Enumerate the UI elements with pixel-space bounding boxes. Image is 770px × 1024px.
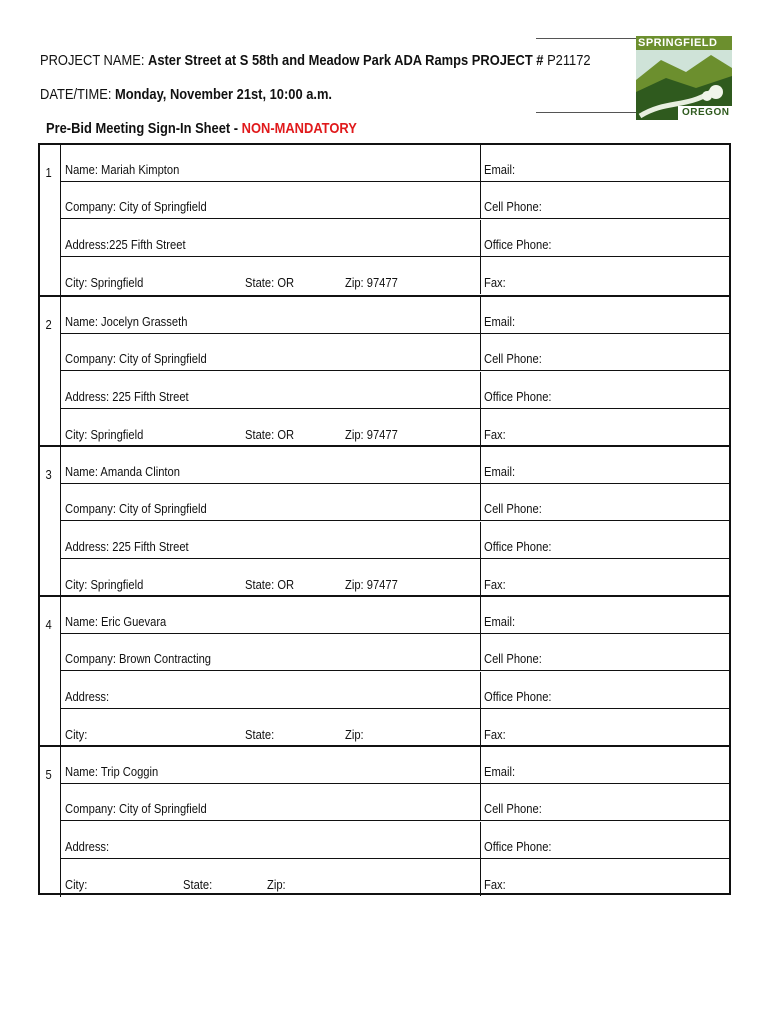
sign-in-entry xyxy=(40,745,729,897)
entry-number: 4 xyxy=(45,617,52,632)
entry-fax[interactable]: Fax: xyxy=(484,427,506,442)
entry-zip[interactable]: Zip: xyxy=(345,727,364,742)
entry-name-row xyxy=(61,747,729,784)
entry-office-phone[interactable]: Office Phone: xyxy=(484,237,552,252)
entry-office-phone[interactable]: Office Phone: xyxy=(484,539,552,554)
entry-address-row xyxy=(61,220,729,257)
entry-company-row xyxy=(61,484,729,521)
entry-address-row xyxy=(61,522,729,559)
logo-bottom-text: OREGON xyxy=(682,107,730,118)
entry-name[interactable]: Name: Eric Guevara xyxy=(65,614,167,629)
entry-state[interactable]: State: xyxy=(183,877,213,892)
entry-cell-phone[interactable]: Cell Phone: xyxy=(484,651,542,666)
entry-zip[interactable]: Zip: 97477 xyxy=(345,577,398,592)
entry-name-row xyxy=(61,297,729,334)
entry-number: 5 xyxy=(45,767,52,782)
entry-company[interactable]: Company: City of Springfield xyxy=(65,801,207,816)
entry-fax[interactable]: Fax: xyxy=(484,577,506,592)
entry-name-row xyxy=(61,597,729,634)
entry-email[interactable]: Email: xyxy=(484,162,516,177)
entry-state[interactable]: State: OR xyxy=(245,577,295,592)
entry-email[interactable]: Email: xyxy=(484,614,516,629)
entry-city-row xyxy=(61,559,729,596)
springfield-oregon-logo xyxy=(536,30,734,126)
datetime-line xyxy=(40,86,380,103)
entry-state[interactable]: State: OR xyxy=(245,427,295,442)
entry-city-row xyxy=(61,859,729,896)
entry-number: 1 xyxy=(45,165,52,180)
entry-city-row xyxy=(61,709,729,746)
logo-top-text: SPRINGFIELD xyxy=(638,37,718,49)
entry-company[interactable]: Company: Brown Contracting xyxy=(65,651,212,666)
entry-company-row xyxy=(61,182,729,219)
entry-address[interactable]: Address: 225 Fifth Street xyxy=(65,389,189,404)
project-label: PROJECT NAME: xyxy=(40,52,145,69)
entry-city-row xyxy=(61,257,729,294)
entry-cell-phone[interactable]: Cell Phone: xyxy=(484,351,542,366)
entry-company[interactable]: Company: City of Springfield xyxy=(65,351,207,366)
entry-address-row xyxy=(61,822,729,859)
entry-cell-phone[interactable]: Cell Phone: xyxy=(484,199,542,214)
entry-company[interactable]: Company: City of Springfield xyxy=(65,199,207,214)
entry-city[interactable]: City: Springfield xyxy=(65,275,144,290)
entry-address-row xyxy=(61,672,729,709)
entry-email[interactable]: Email: xyxy=(484,464,516,479)
entry-number: 3 xyxy=(45,467,52,482)
entry-address[interactable]: Address: xyxy=(65,689,110,704)
entry-number: 2 xyxy=(45,317,52,332)
non-mandatory-flag: NON-MANDATORY xyxy=(241,120,357,137)
entry-state[interactable]: State: OR xyxy=(245,275,295,290)
entry-name-row xyxy=(61,447,729,484)
project-number-label: PROJECT # xyxy=(471,52,544,69)
entry-zip[interactable]: Zip: xyxy=(267,877,286,892)
entry-name[interactable]: Name: Mariah Kimpton xyxy=(65,162,180,177)
entry-fax[interactable]: Fax: xyxy=(484,727,506,742)
entry-office-phone[interactable]: Office Phone: xyxy=(484,389,552,404)
project-number: P21172 xyxy=(547,52,591,69)
entry-city[interactable]: City: xyxy=(65,727,88,742)
entry-address[interactable]: Address: xyxy=(65,839,110,854)
entry-cell-phone[interactable]: Cell Phone: xyxy=(484,801,542,816)
datetime-value: Monday, November 21st, 10:00 a.m. xyxy=(115,86,333,103)
entry-company-row xyxy=(61,634,729,671)
entry-email[interactable]: Email: xyxy=(484,314,516,329)
sheet-title xyxy=(46,120,407,137)
entry-name[interactable]: Name: Trip Coggin xyxy=(65,764,159,779)
entry-fax[interactable]: Fax: xyxy=(484,877,506,892)
project-name: Aster Street at S 58th and Meadow Park ADA Ramps xyxy=(147,52,469,69)
sign-in-entry xyxy=(40,145,729,295)
entry-address[interactable]: Address: 225 Fifth Street xyxy=(65,539,189,554)
entry-zip[interactable]: Zip: 97477 xyxy=(345,427,398,442)
entry-office-phone[interactable]: Office Phone: xyxy=(484,839,552,854)
entry-company[interactable]: Company: City of Springfield xyxy=(65,501,207,516)
entry-cell-phone[interactable]: Cell Phone: xyxy=(484,501,542,516)
entry-address[interactable]: Address:225 Fifth Street xyxy=(65,237,186,252)
entry-company-row xyxy=(61,334,729,371)
entry-state[interactable]: State: xyxy=(245,727,275,742)
sign-in-entry xyxy=(40,295,729,447)
entry-name-row xyxy=(61,145,729,182)
entry-city[interactable]: City: Springfield xyxy=(65,427,144,442)
sign-in-sheet xyxy=(38,143,731,895)
entry-email[interactable]: Email: xyxy=(484,764,516,779)
entry-name[interactable]: Name: Jocelyn Grasseth xyxy=(65,314,188,329)
entry-city[interactable]: City: Springfield xyxy=(65,577,144,592)
entry-company-row xyxy=(61,784,729,821)
sign-in-entry xyxy=(40,595,729,747)
sign-in-entry xyxy=(40,445,729,597)
entry-address-row xyxy=(61,372,729,409)
entry-name[interactable]: Name: Amanda Clinton xyxy=(65,464,180,479)
entry-city[interactable]: City: xyxy=(65,877,88,892)
entry-fax[interactable]: Fax: xyxy=(484,275,506,290)
entry-office-phone[interactable]: Office Phone: xyxy=(484,689,552,704)
datetime-label: DATE/TIME: xyxy=(40,86,112,103)
entry-city-row xyxy=(61,409,729,446)
entry-zip[interactable]: Zip: 97477 xyxy=(345,275,398,290)
sheet-title-text: Pre-Bid Meeting Sign-In Sheet - xyxy=(46,120,242,137)
